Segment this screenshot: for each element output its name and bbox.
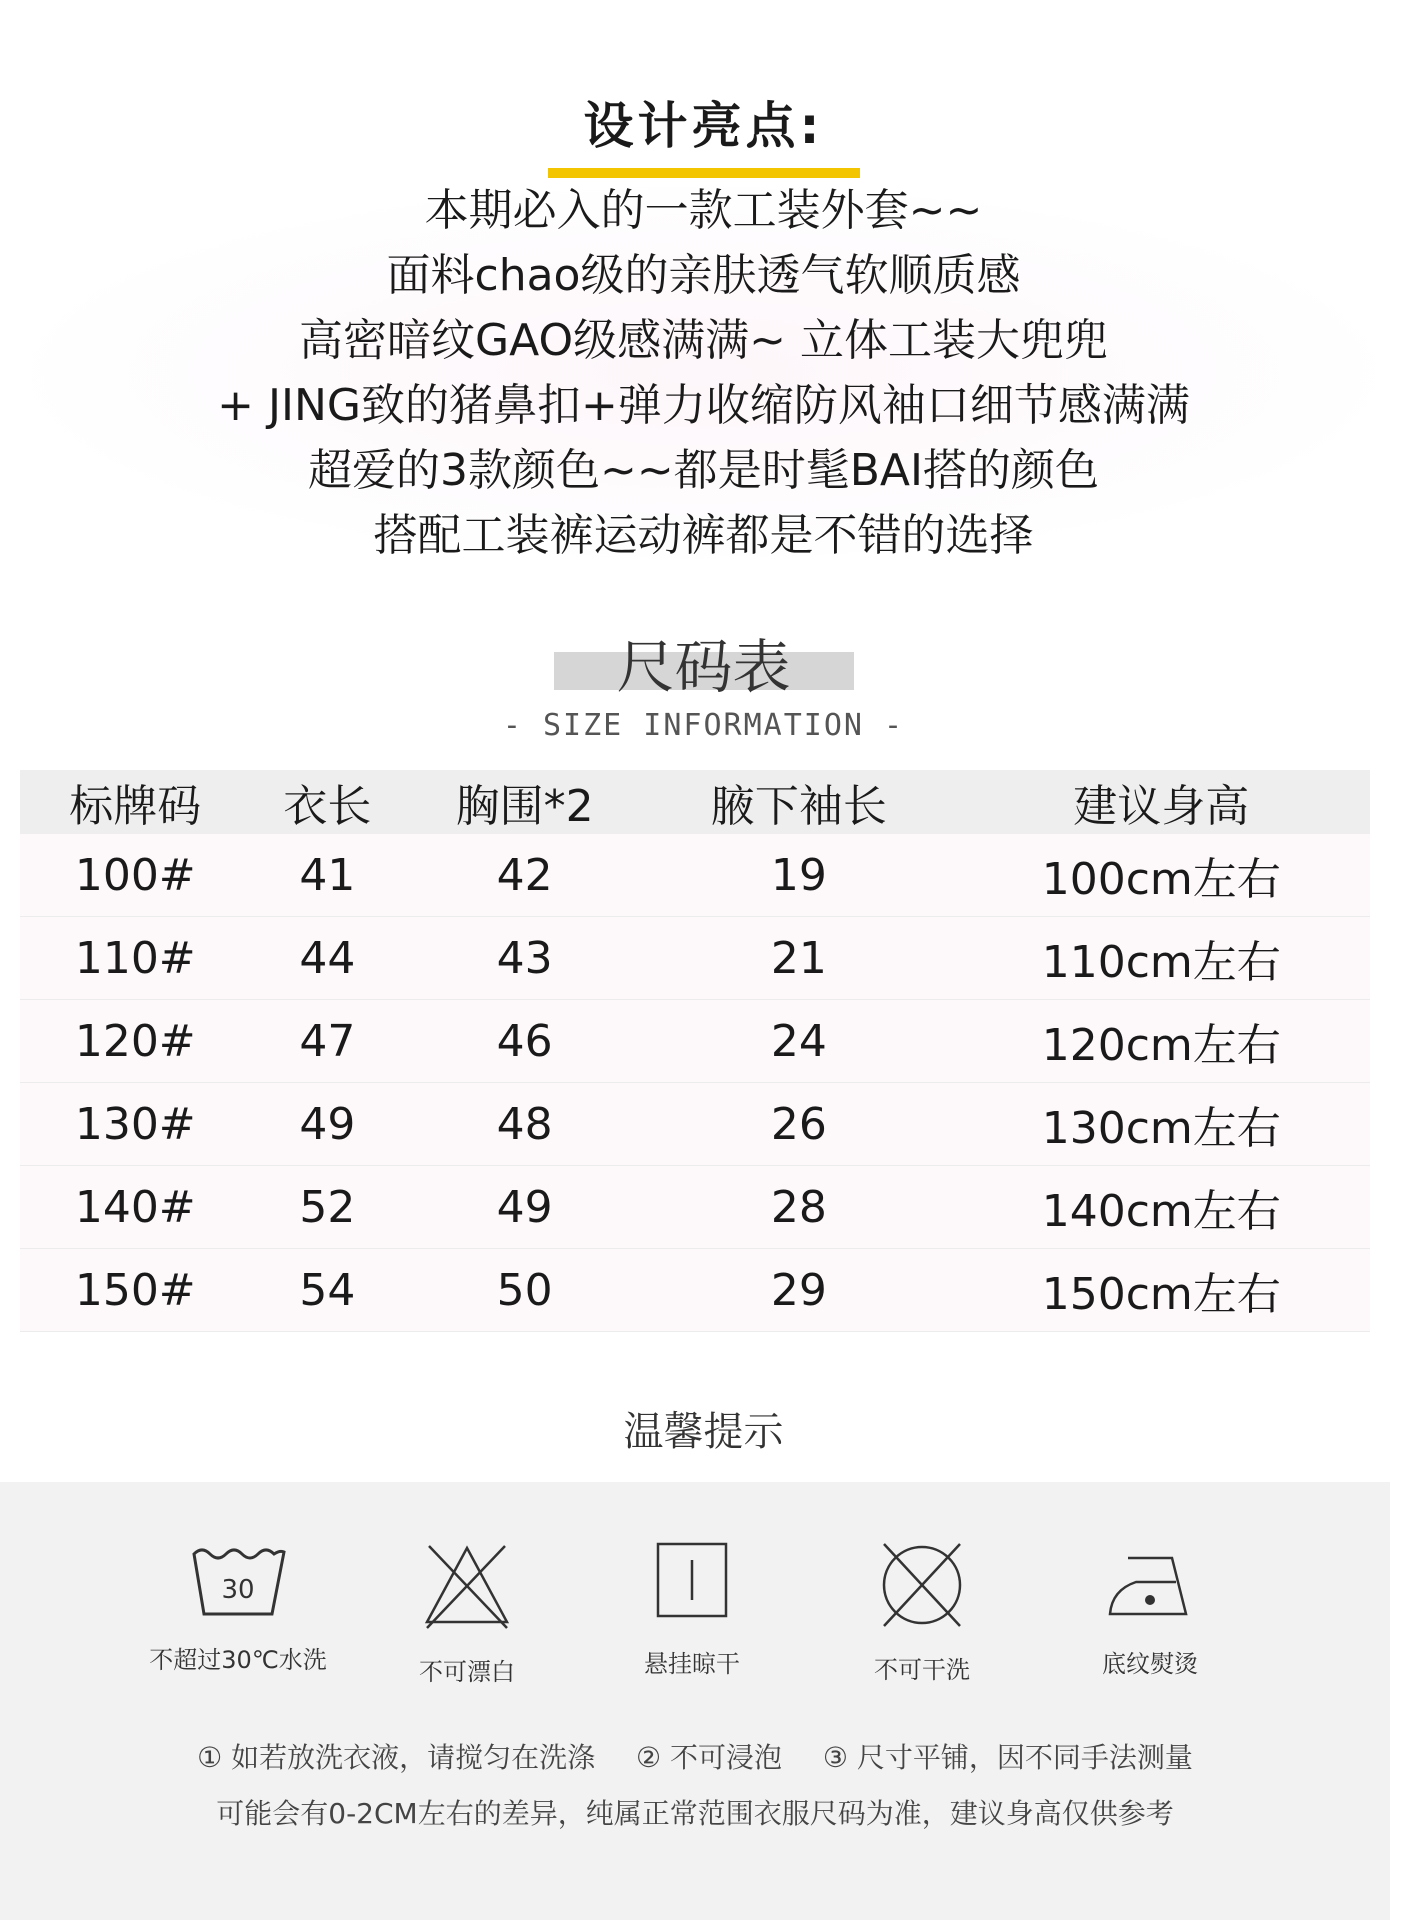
table-row bbox=[20, 917, 1370, 1000]
cell-length: 52 bbox=[251, 1166, 405, 1249]
design-highlights bbox=[0, 178, 1407, 568]
table-row bbox=[20, 1000, 1370, 1083]
size-chart-title-wrap bbox=[0, 620, 1407, 701]
size-table bbox=[20, 770, 1370, 1332]
note-3: ③ 尺寸平铺，因不同手法测量 bbox=[822, 1741, 1193, 1774]
cell-sleeve: 24 bbox=[645, 1000, 952, 1083]
cell-height: 130cm左右 bbox=[953, 1083, 1370, 1166]
cell-height: 140cm左右 bbox=[953, 1166, 1370, 1249]
cell-height: 110cm左右 bbox=[953, 917, 1370, 1000]
cell-sleeve: 29 bbox=[645, 1249, 952, 1332]
header-length: 衣长 bbox=[251, 770, 405, 834]
header-height: 建议身高 bbox=[953, 770, 1370, 834]
care-item-no-dry-clean bbox=[822, 1540, 1022, 1685]
cell-tag-size: 120# bbox=[20, 1000, 251, 1083]
care-item-hang-dry bbox=[592, 1540, 792, 1679]
care-notes bbox=[0, 1730, 1390, 1842]
cell-sleeve: 19 bbox=[645, 834, 952, 917]
table-header-row bbox=[20, 770, 1370, 834]
cell-tag-size: 130# bbox=[20, 1083, 251, 1166]
iron-icon bbox=[1100, 1540, 1200, 1624]
cell-chest: 49 bbox=[404, 1166, 645, 1249]
cell-tag-size: 150# bbox=[20, 1249, 251, 1332]
cell-tag-size: 110# bbox=[20, 917, 251, 1000]
cell-length: 54 bbox=[251, 1249, 405, 1332]
cell-chest: 46 bbox=[404, 1000, 645, 1083]
note-2: ② 不可浸泡 bbox=[635, 1741, 782, 1774]
table-row bbox=[20, 1249, 1370, 1332]
highlight-line: 超爱的3款颜色~~都是时髦BAI搭的颜色 bbox=[308, 445, 1099, 496]
cell-chest: 48 bbox=[404, 1083, 645, 1166]
size-chart-subtitle: - SIZE INFORMATION - bbox=[502, 708, 905, 743]
design-highlights-title-wrap bbox=[0, 86, 1407, 178]
cell-tag-size: 100# bbox=[20, 834, 251, 917]
wash-30-icon bbox=[188, 1540, 288, 1620]
no-dry-clean-icon bbox=[872, 1540, 972, 1630]
care-notes-line-1 bbox=[0, 1730, 1390, 1786]
cell-height: 100cm左右 bbox=[953, 834, 1370, 917]
cell-sleeve: 26 bbox=[645, 1083, 952, 1166]
wash-temp-text: 30 bbox=[221, 1575, 255, 1605]
size-chart-title: 尺码表 bbox=[616, 633, 791, 701]
cell-tag-size: 140# bbox=[20, 1166, 251, 1249]
table-row bbox=[20, 1083, 1370, 1166]
tips-title: 温馨提示 bbox=[623, 1409, 784, 1455]
table-row bbox=[20, 834, 1370, 917]
note-1: ① 如若放洗衣液，请搅匀在洗涤 bbox=[197, 1741, 596, 1774]
cell-sleeve: 28 bbox=[645, 1166, 952, 1249]
cell-height: 150cm左右 bbox=[953, 1249, 1370, 1332]
care-item-wash bbox=[138, 1540, 338, 1675]
table-row bbox=[20, 1166, 1370, 1249]
cell-chest: 43 bbox=[404, 917, 645, 1000]
cell-chest: 42 bbox=[404, 834, 645, 917]
cell-length: 47 bbox=[251, 1000, 405, 1083]
highlight-line: 搭配工装裤运动裤都是不错的选择 bbox=[373, 510, 1034, 561]
highlight-line: 本期必入的一款工装外套~~ bbox=[424, 185, 983, 236]
highlight-line: 高密暗纹GAO级感满满~ 立体工装大兜兜 bbox=[299, 315, 1108, 366]
cell-height: 120cm左右 bbox=[953, 1000, 1370, 1083]
care-label-no-dry-clean: 不可干洗 bbox=[874, 1656, 970, 1684]
highlight-line: + JING致的猪鼻扣+弹力收缩防风袖口细节感满满 bbox=[217, 380, 1190, 431]
cell-length: 41 bbox=[251, 834, 405, 917]
care-item-iron bbox=[1050, 1540, 1250, 1679]
no-bleach-icon bbox=[417, 1540, 517, 1632]
cell-sleeve: 21 bbox=[645, 917, 952, 1000]
care-label-wash: 不超过30℃水洗 bbox=[149, 1646, 327, 1674]
cell-length: 44 bbox=[251, 917, 405, 1000]
highlight-line: 面料chao级的亲肤透气软顺质感 bbox=[386, 250, 1021, 301]
care-label-hang-dry: 悬挂晾干 bbox=[644, 1650, 740, 1678]
header-tag-size: 标牌码 bbox=[20, 770, 251, 834]
cell-length: 49 bbox=[251, 1083, 405, 1166]
care-item-no-bleach bbox=[367, 1540, 567, 1687]
care-label-no-bleach: 不可漂白 bbox=[419, 1658, 515, 1686]
care-label-iron: 底纹熨烫 bbox=[1102, 1650, 1198, 1678]
header-sleeve: 腋下袖长 bbox=[645, 770, 952, 834]
care-panel bbox=[0, 1482, 1390, 1920]
header-chest: 胸围*2 bbox=[404, 770, 645, 834]
cell-chest: 50 bbox=[404, 1249, 645, 1332]
hang-dry-icon bbox=[642, 1540, 742, 1624]
design-highlights-title: 设计亮点: bbox=[548, 86, 860, 178]
note-4: 可能会有0-2CM左右的差异，纯属正常范围衣服尺码为准，建议身高仅供参考 bbox=[216, 1797, 1174, 1830]
